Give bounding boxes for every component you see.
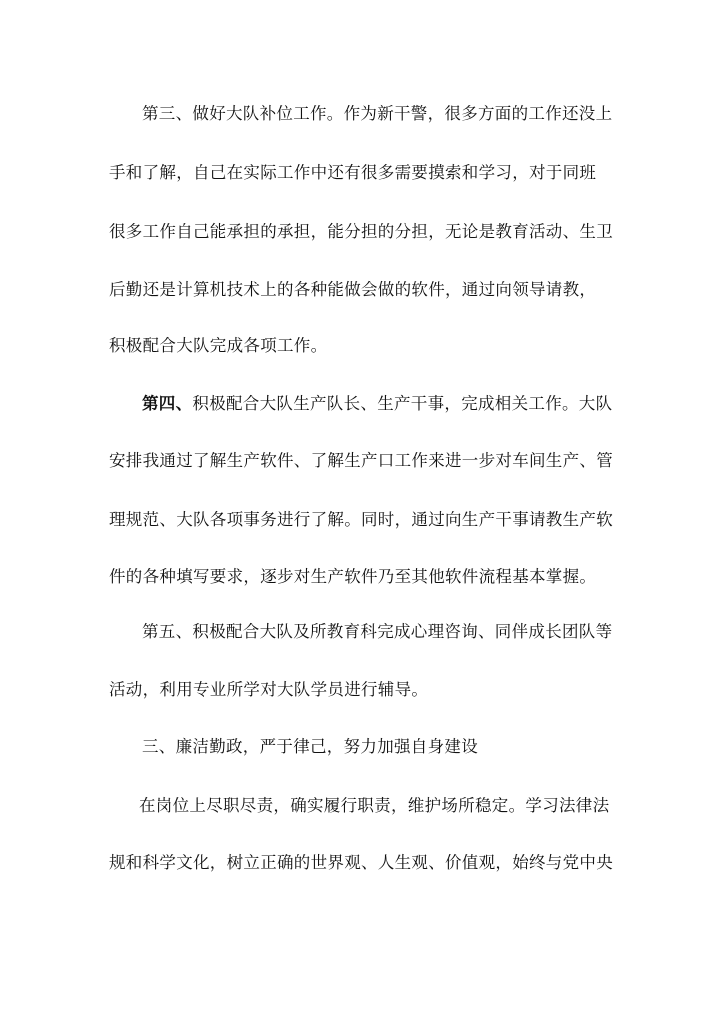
paragraph-line: 安排我通过了解生产软件、了解生产口工作来进一步对车间生产、管 [109, 451, 613, 470]
paragraph-line: 很多工作自己能承担的承担，能分担的分担，无论是教育活动、生卫 [109, 222, 613, 241]
paragraph-line: 件的各种填写要求，逐步对生产软件乃至其他软件流程基本掌握。 [109, 567, 597, 586]
paragraph-line: 积极配合大队完成各项工作。 [109, 336, 328, 355]
paragraph-lead: 第四、 [142, 394, 193, 413]
paragraph-text: 积极配合大队生产队长、生产干事，完成相关工作。大队 [192, 394, 613, 413]
paragraph-line: 第三、做好大队补位工作。作为新干警，很多方面的工作还没上 [142, 104, 613, 123]
paragraph-line: 规和科学文化，树立正确的世界观、人生观、价值观，始终与党中央 [109, 853, 613, 872]
paragraph-line: 活动，利用专业所学对大队学员进行辅导。 [109, 680, 429, 699]
paragraph-line: 在岗位上尽职尽责，确实履行职责，维护场所稳定。学习法律法 [139, 796, 610, 815]
paragraph-line: 手和了解，自己在实际工作中还有很多需要摸索和学习，对于同班 [109, 163, 597, 182]
section-heading: 三、廉洁勤政，严于律己，努力加强自身建设 [142, 737, 478, 756]
paragraph-line [142, 394, 612, 414]
paragraph-line: 理规范、大队各项事务进行了解。同时，通过向生产干事请教生产软 [109, 510, 613, 529]
paragraph-line: 第五、积极配合大队及所教育科完成心理咨询、同伴成长团队等 [142, 622, 613, 641]
paragraph-line: 后勤还是计算机技术上的各种能做会做的软件，通过向领导请教， [109, 280, 597, 299]
